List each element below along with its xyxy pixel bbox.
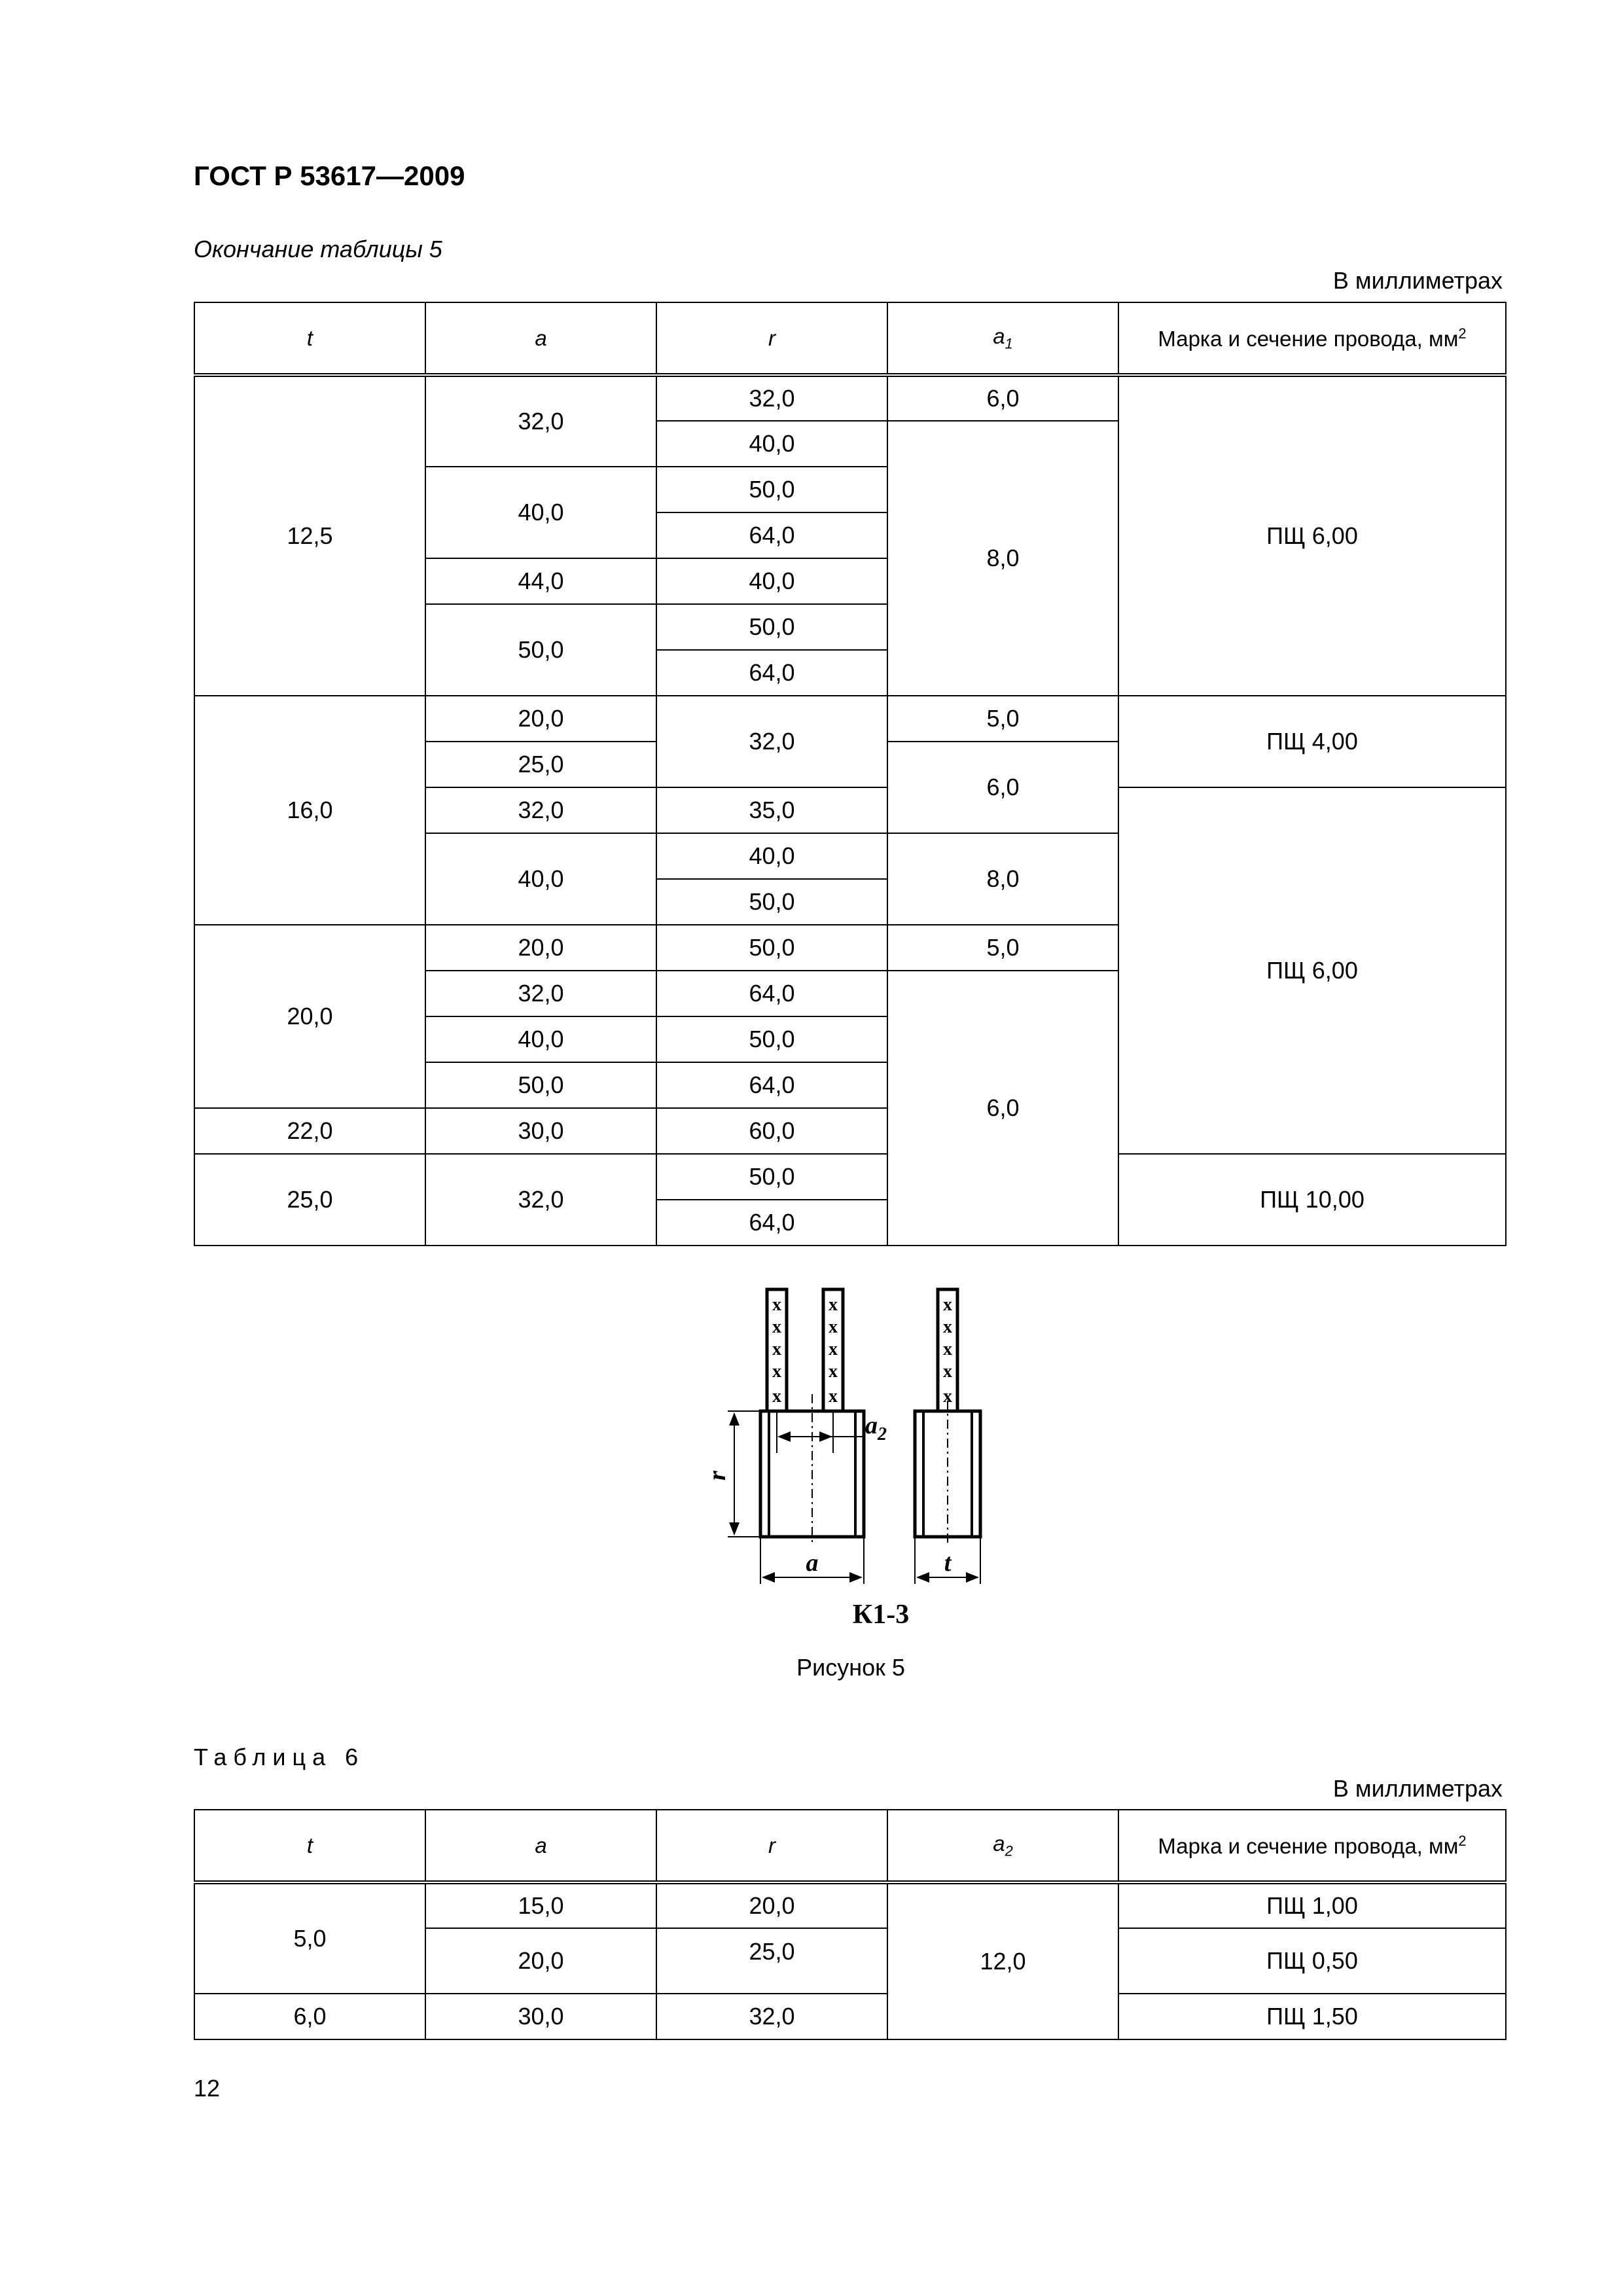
cell-a1: 8,0 bbox=[887, 421, 1118, 696]
table5-continuation-label: Окончание таблицы 5 bbox=[194, 236, 442, 262]
cell-r: 64,0 bbox=[656, 650, 887, 696]
col-header-wire: Марка и сечение провода, $мм^2$ bbox=[1118, 1810, 1506, 1882]
cell-r: 50,0 bbox=[656, 879, 887, 925]
cell-r: 64,0 bbox=[656, 512, 887, 558]
cell-a: 50,0 bbox=[425, 604, 656, 696]
col-header-wire: Марка и сечение провода, $мм^2$ bbox=[1118, 302, 1506, 375]
cell-wire: ПЩ 6,00 bbox=[1118, 787, 1506, 1154]
svg-text:x: x bbox=[772, 1295, 781, 1315]
cell-a1: 5,0 bbox=[887, 696, 1118, 742]
svg-text:x: x bbox=[943, 1386, 952, 1407]
cell-a: 32,0 bbox=[425, 971, 656, 1016]
col-header-t: t bbox=[194, 1810, 425, 1882]
cell-a: 20,0 bbox=[425, 925, 656, 971]
col-header-a2: $a_2$ bbox=[887, 1810, 1118, 1882]
cell-a: 20,0 bbox=[425, 1928, 656, 1994]
cell-r: 32,0 bbox=[656, 375, 887, 421]
label-a: a bbox=[806, 1549, 819, 1577]
cell-wire: ПЩ 1,50 bbox=[1118, 1994, 1506, 2039]
cell-r: 64,0 bbox=[656, 1062, 887, 1108]
svg-text:x: x bbox=[829, 1361, 838, 1382]
figure-5-caption: Рисунок 5 bbox=[796, 1654, 905, 1681]
svg-text:x: x bbox=[943, 1361, 952, 1382]
cell-a1: 5,0 bbox=[887, 925, 1118, 971]
cell-a: 32,0 bbox=[425, 787, 656, 833]
cell-t: 5,0 bbox=[194, 1882, 425, 1994]
cell-r: 60,0 bbox=[656, 1108, 887, 1154]
label-r: r bbox=[704, 1471, 731, 1480]
cell-r: 64,0 bbox=[656, 1200, 887, 1246]
svg-text:x: x bbox=[829, 1295, 838, 1315]
cell-r: 35,0 bbox=[656, 787, 887, 833]
cell-r: 64,0 bbox=[656, 971, 887, 1016]
svg-text:x: x bbox=[772, 1317, 781, 1337]
cell-t: 20,0 bbox=[194, 925, 425, 1108]
cell-a: 40,0 bbox=[425, 1016, 656, 1062]
cell-r: 50,0 bbox=[656, 1016, 887, 1062]
wire-left bbox=[767, 1289, 787, 1411]
svg-text:x: x bbox=[829, 1386, 838, 1407]
page-number: 12 bbox=[194, 2075, 221, 2102]
document-code: ГОСТ Р 53617—2009 bbox=[194, 160, 465, 191]
cell-a1: 6,0 bbox=[887, 742, 1118, 833]
svg-text:x: x bbox=[829, 1317, 838, 1337]
svg-text:x: x bbox=[829, 1339, 838, 1359]
cell-t: 12,5 bbox=[194, 375, 425, 696]
svg-text:x: x bbox=[943, 1339, 952, 1359]
cell-a1: 8,0 bbox=[887, 833, 1118, 925]
col-header-a: a bbox=[425, 1810, 656, 1882]
cell-a2: 12,0 bbox=[887, 1882, 1118, 2039]
label-t: t bbox=[944, 1549, 952, 1577]
cell-t: 25,0 bbox=[194, 1154, 425, 1246]
cell-wire: ПЩ 0,50 bbox=[1118, 1928, 1506, 1994]
cell-a: 20,0 bbox=[425, 696, 656, 742]
cell-r: 40,0 bbox=[656, 558, 887, 604]
cell-a: 50,0 bbox=[425, 1062, 656, 1108]
cell-r: 32,0 bbox=[656, 1994, 887, 2039]
table5-units: В миллиметрах bbox=[1332, 267, 1503, 294]
brush-side-view bbox=[915, 1289, 980, 1545]
cell-t: 6,0 bbox=[194, 1994, 425, 2039]
cell-t: 16,0 bbox=[194, 696, 425, 925]
table-5 bbox=[194, 302, 1507, 1246]
cell-wire: ПЩ 10,00 bbox=[1118, 1154, 1506, 1246]
cell-a: 25,0 bbox=[425, 742, 656, 787]
cell-a1: 6,0 bbox=[887, 375, 1118, 421]
cell-a: 44,0 bbox=[425, 558, 656, 604]
cell-r: 50,0 bbox=[656, 467, 887, 512]
cell-r: 20,0 bbox=[656, 1882, 887, 1928]
cell-r: 50,0 bbox=[656, 1154, 887, 1200]
svg-text:x: x bbox=[772, 1339, 781, 1359]
cell-a: 32,0 bbox=[425, 1154, 656, 1246]
cell-a: 15,0 bbox=[425, 1882, 656, 1928]
cell-t: 22,0 bbox=[194, 1108, 425, 1154]
col-header-r: r bbox=[656, 1810, 887, 1882]
cell-a1: 6,0 bbox=[887, 971, 1118, 1246]
figure-5-drawing bbox=[681, 1276, 1021, 1643]
cell-a: 40,0 bbox=[425, 467, 656, 558]
cell-wire: ПЩ 1,00 bbox=[1118, 1882, 1506, 1928]
svg-text:x: x bbox=[943, 1295, 952, 1315]
col-header-t: t bbox=[194, 302, 425, 375]
cell-a: 30,0 bbox=[425, 1994, 656, 2039]
cell-a: 40,0 bbox=[425, 833, 656, 925]
model-label: К1-3 bbox=[852, 1600, 910, 1630]
table6-units: В миллиметрах bbox=[1332, 1775, 1503, 1802]
cell-wire: ПЩ 4,00 bbox=[1118, 696, 1506, 787]
cell-wire: ПЩ 6,00 bbox=[1118, 375, 1506, 696]
cell-r: 40,0 bbox=[656, 833, 887, 879]
label-a2: $a_2$ bbox=[865, 1412, 887, 1444]
cell-a: 30,0 bbox=[425, 1108, 656, 1154]
cell-r: 32,0 bbox=[656, 696, 887, 787]
cell-r: 25,0 bbox=[656, 1928, 887, 1994]
col-header-r: r bbox=[656, 302, 887, 375]
cell-r: 40,0 bbox=[656, 421, 887, 467]
wire-right bbox=[823, 1289, 843, 1411]
svg-text:x: x bbox=[943, 1317, 952, 1337]
cell-r: 50,0 bbox=[656, 604, 887, 650]
table-6 bbox=[194, 1809, 1507, 2040]
svg-text:x: x bbox=[772, 1361, 781, 1382]
table6-title: Таблица 6 bbox=[194, 1744, 365, 1770]
brush-front-view bbox=[760, 1394, 864, 1545]
col-header-a: a bbox=[425, 302, 656, 375]
svg-text:x: x bbox=[772, 1386, 781, 1407]
cell-a: 32,0 bbox=[425, 375, 656, 467]
cell-r: 50,0 bbox=[656, 925, 887, 971]
col-header-a1: $a_1$ bbox=[887, 302, 1118, 375]
